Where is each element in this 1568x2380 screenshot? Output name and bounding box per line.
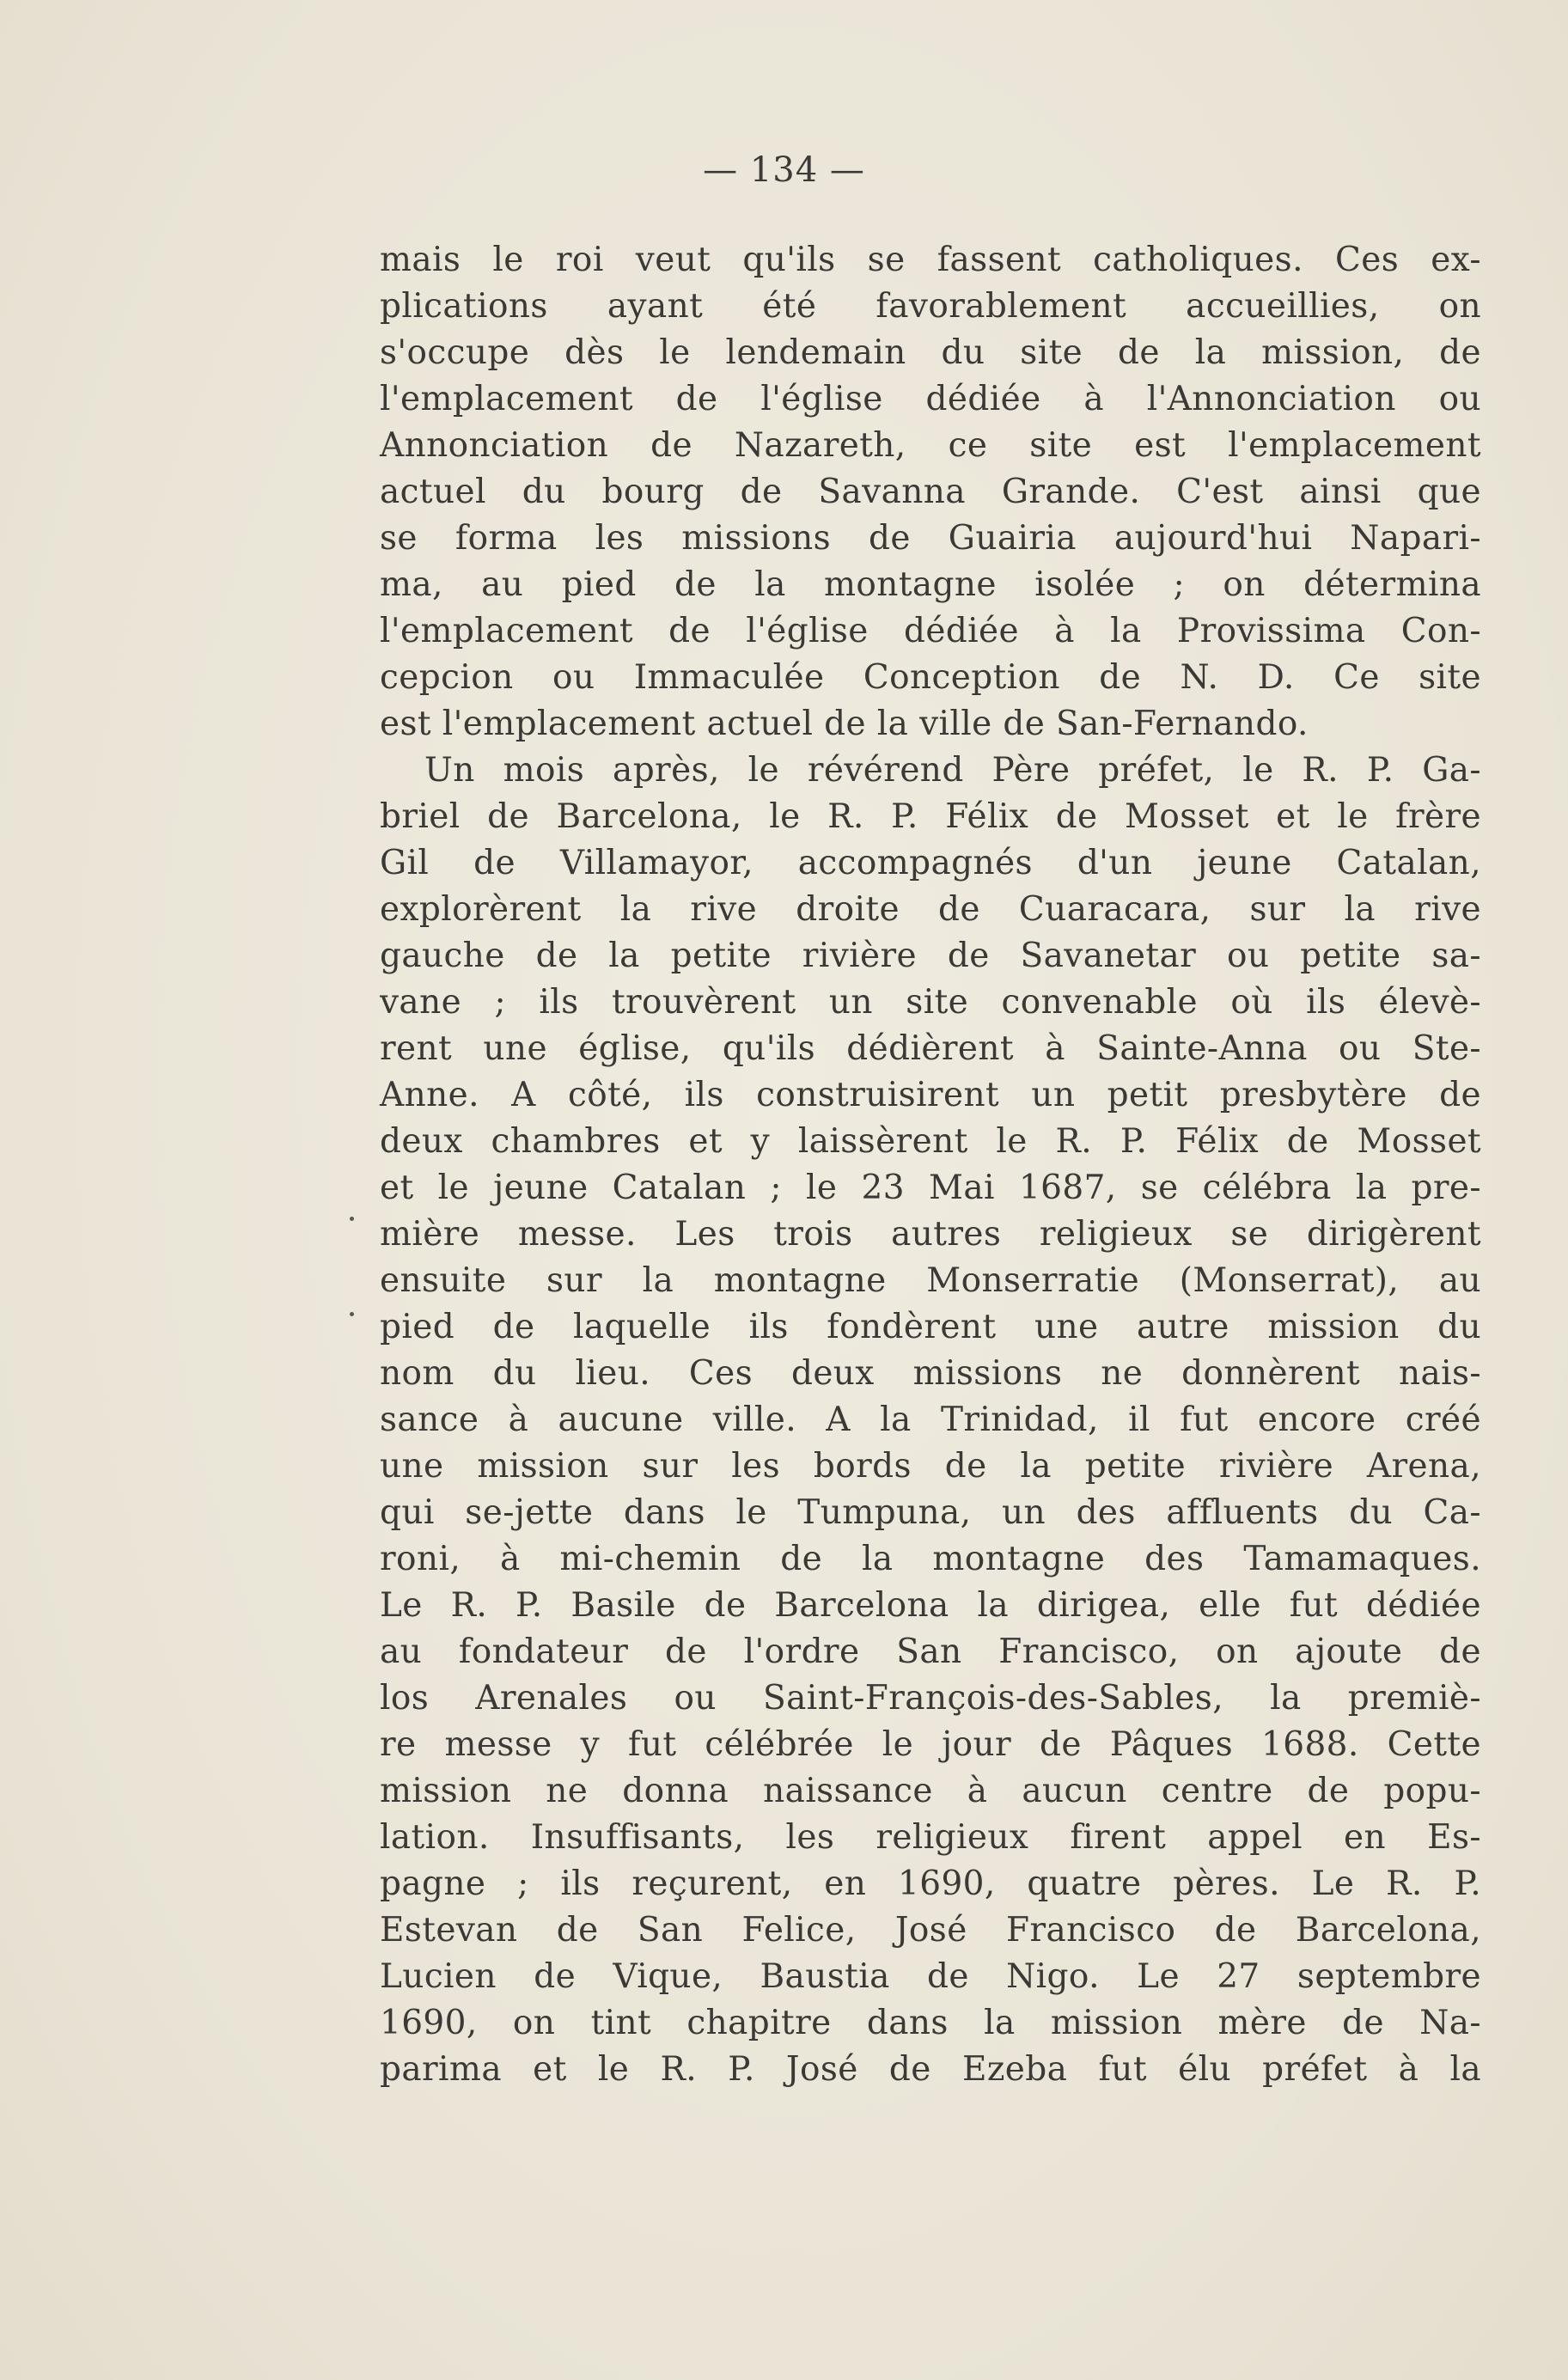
- text-line: parima et le R. P. José de Ezeba fut élu préfet à la: [380, 2050, 1481, 2089]
- text-line: mais le roi veut qu'ils se fassent catholiques. Ces ex-: [380, 241, 1481, 279]
- body-text: [380, 237, 1481, 2093]
- text-line: re messe y fut célébrée le jour de Pâques 1688. Cette: [380, 1725, 1481, 1764]
- text-line: pied de laquelle ils fondèrent une autre mission du: [380, 1308, 1481, 1346]
- text-line: gauche de la petite rivière de Savanetar ou petite sa-: [380, 937, 1481, 975]
- text-line: Annonciation de Nazareth, ce site est l'emplacement: [380, 426, 1481, 465]
- text-line: vane ; ils trouvèrent un site convenable où ils élevè-: [380, 983, 1481, 1022]
- text-line: Estevan de San Felice, José Francisco de Barcelona,: [380, 1911, 1481, 1950]
- text-line: deux chambres et y laissèrent le R. P. Félix de Mosset: [380, 1122, 1481, 1161]
- text-line: Le R. P. Basile de Barcelona la dirigea, elle fut dédiée: [380, 1586, 1481, 1625]
- text-line: los Arenales ou Saint-François-des-Sables, la premiè-: [380, 1679, 1481, 1718]
- text-line: Anne. A côté, ils construisirent un petit presbytère de: [380, 1076, 1481, 1114]
- text-line: explorèrent la rive droite de Cuaracara, sur la rive: [380, 890, 1481, 929]
- text-line: s'occupe dès le lendemain du site de la mission, de: [380, 333, 1481, 372]
- text-line: lation. Insuffisants, les religieux firent appel en Es-: [380, 1818, 1481, 1857]
- text-line: Gil de Villamayor, accompagnés d'un jeune Catalan,: [380, 844, 1481, 882]
- text-line: et le jeune Catalan ; le 23 Mai 1687, se célébra la pre-: [380, 1169, 1481, 1207]
- paragraph-2: [380, 748, 1481, 2093]
- paragraph-1: [380, 237, 1481, 748]
- text-line: l'emplacement de l'église dédiée à l'Annonciation ou: [380, 380, 1481, 418]
- text-line: plications ayant été favorablement accueillies, on: [380, 287, 1481, 326]
- text-line: sance à aucune ville. A la Trinidad, il fut encore créé: [380, 1401, 1481, 1439]
- text-line: Un mois après, le révérend Père préfet, le R. P. Ga-: [424, 751, 1481, 790]
- text-line: 1690, on tint chapitre dans la mission mère de Na-: [380, 2004, 1481, 2042]
- text-line: rent une église, qu'ils dédièrent à Sainte-Anna ou Ste-: [380, 1029, 1481, 1068]
- text-line: actuel du bourg de Savanna Grande. C'est ainsi que: [380, 473, 1481, 511]
- text-line: qui se-jette dans le Tumpuna, un des affluents du Ca-: [380, 1493, 1481, 1532]
- text-line: l'emplacement de l'église dédiée à la Provissima Con-: [380, 612, 1481, 650]
- margin-mark: [350, 1217, 354, 1221]
- margin-mark: [350, 1312, 354, 1316]
- text-line: au fondateur de l'ordre San Francisco, on ajoute de: [380, 1632, 1481, 1671]
- text-line: roni, à mi-chemin de la montagne des Tamamaques.: [380, 1540, 1481, 1578]
- text-line: se forma les missions de Guairia aujourd'hui Napari-: [380, 519, 1481, 558]
- text-line: briel de Barcelona, le R. P. Félix de Mosset et le frère: [380, 797, 1481, 836]
- text-line: nom du lieu. Ces deux missions ne donnèrent nais-: [380, 1354, 1481, 1393]
- text-line: est l'emplacement actuel de la ville de San-Fernando.: [380, 705, 1309, 743]
- page-number: — 134 —: [703, 150, 865, 190]
- text-line: ma, au pied de la montagne isolée ; on détermina: [380, 565, 1481, 604]
- text-line: une mission sur les bords de la petite rivière Arena,: [380, 1447, 1481, 1486]
- text-line: ensuite sur la montagne Monserratie (Monserrat), au: [380, 1261, 1481, 1300]
- text-line: mission ne donna naissance à aucun centre de popu-: [380, 1772, 1481, 1810]
- text-line: mière messe. Les trois autres religieux se dirigèrent: [380, 1215, 1481, 1254]
- text-line: pagne ; ils reçurent, en 1690, quatre pères. Le R. P.: [380, 1864, 1481, 1903]
- text-line: cepcion ou Immaculée Conception de N. D. Ce site: [380, 658, 1481, 697]
- text-line: Lucien de Vique, Baustia de Nigo. Le 27 septembre: [380, 1957, 1481, 1996]
